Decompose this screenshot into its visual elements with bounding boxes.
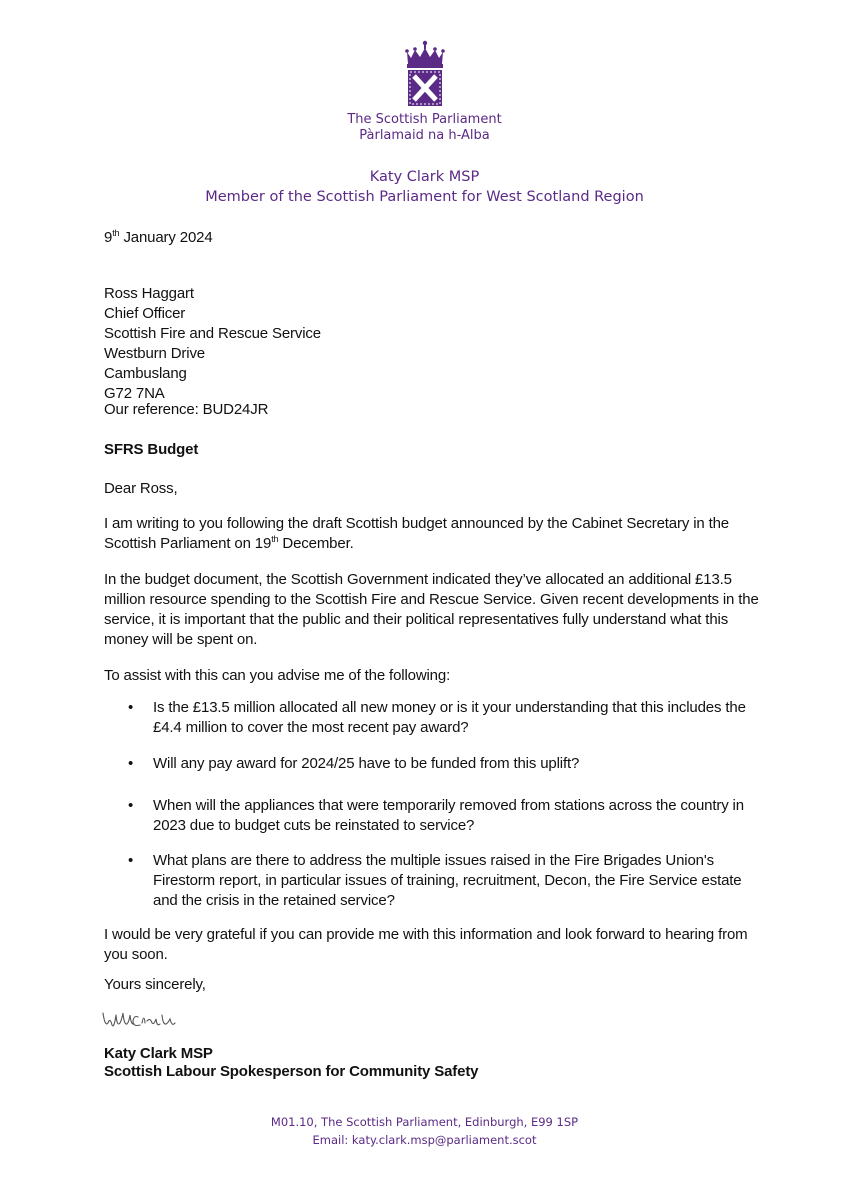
question-text: When will the appliances that were temporarily removed from stations across the country in 2023 due to budget cuts be reinstated to service? (153, 797, 744, 834)
bullet-icon: • (128, 797, 134, 814)
reference-line: Our reference: BUD24JR (104, 401, 269, 418)
organisation-name-english: The Scottish Parliament (347, 112, 502, 127)
handwritten-signature-icon (100, 1005, 200, 1035)
organisation-name-gaelic: Pàrlamaid na h-Alba (359, 128, 490, 143)
letter-date: 9th January 2024 (104, 228, 213, 246)
member-title-heading: Member of the Scottish Parliament for West Scotland Region (205, 189, 644, 205)
paragraph-intro: I am writing to you following the draft Scottish budget announced by the Cabinet Secretary in the Scottish Parliament on 19th December. (104, 515, 729, 552)
bullet-icon: • (128, 852, 134, 869)
bullet-icon: • (128, 699, 134, 716)
footer-address: M01.10, The Scottish Parliament, Edinburgh, E99 1SP (270, 1115, 579, 1129)
footer-email: Email: katy.clark.msp@parliament.scot (312, 1133, 537, 1147)
recipient-organisation: Scottish Fire and Rescue Service (104, 325, 321, 342)
recipient-address (104, 284, 764, 404)
closing-paragraph: I would be very grateful if you can provide me with this information and look forward to hearing from you soon. (104, 926, 748, 963)
valediction: Yours sincerely, (104, 976, 206, 993)
signatory-name: Katy Clark MSP (104, 1045, 213, 1062)
question-text: Will any pay award for 2024/25 have to be funded from this uplift? (153, 755, 580, 772)
paragraph-request: To assist with this can you advise me of the following: (104, 667, 451, 684)
recipient-postcode: G72 7NA (104, 385, 165, 402)
recipient-position: Chief Officer (104, 305, 186, 322)
subject-line: SFRS Budget (104, 441, 199, 458)
paragraph-budget: In the budget document, the Scottish Government indicated they’ve allocated an additional £13.5 million resource spending to the Scottish Fire and Rescue Service. Given recent developments in the service, it is important that the public and their political representatives fully understand what this money will be spent on. (104, 571, 759, 648)
signatory-title: Scottish Labour Spokesperson for Community Safety (104, 1063, 479, 1080)
scottish-parliament-logo-icon (404, 40, 446, 108)
recipient-street: Westburn Drive (104, 345, 205, 362)
bullet-icon: • (128, 755, 134, 772)
question-text: Is the £13.5 million allocated all new money or is it your understanding that this includes the £4.4 million to cover the most recent pay award? (153, 699, 746, 736)
salutation: Dear Ross, (104, 480, 178, 497)
question-text: What plans are there to address the multiple issues raised in the Fire Brigades Union's Firestorm report, in particular issues of training, recruitment, Decon, the Fire Service estate and the crisis in the retained service? (153, 852, 742, 909)
member-name-heading: Katy Clark MSP (369, 169, 480, 185)
recipient-town: Cambuslang (104, 365, 187, 382)
recipient-name: Ross Haggart (104, 285, 194, 302)
